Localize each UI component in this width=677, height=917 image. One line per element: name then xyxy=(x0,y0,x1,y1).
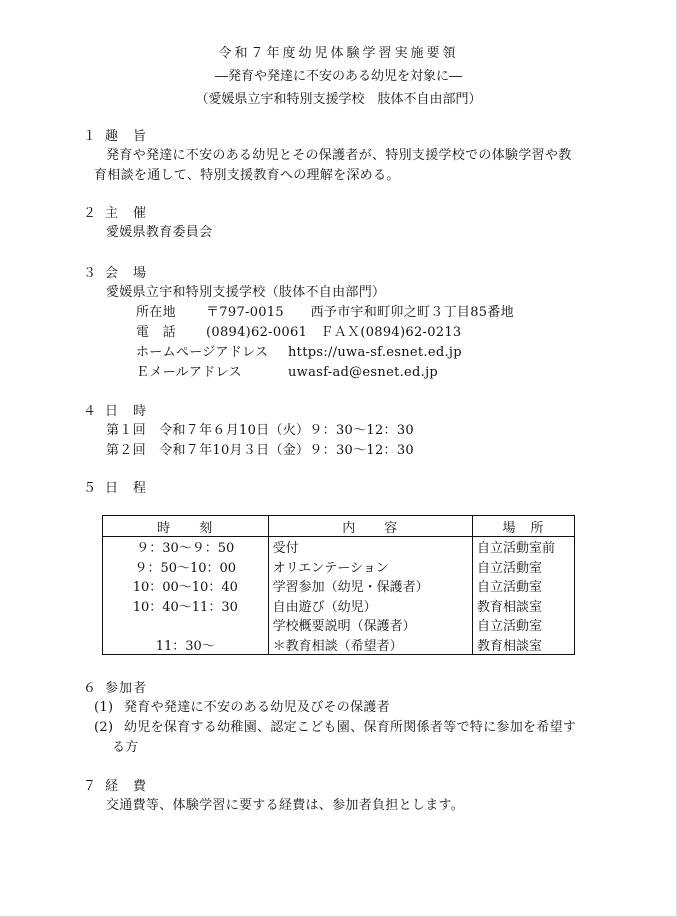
section-7-text: 交通費等、体験学習に要する経費は、参加者負担とします。 xyxy=(106,798,465,813)
cell-place: 自立活動室 xyxy=(473,557,575,577)
cell-content: 自由遊び（幼児） xyxy=(268,596,472,616)
participant-item-2 xyxy=(94,716,576,735)
cell-time: ９：30～９：50 xyxy=(103,537,269,557)
section-4-number: ４ xyxy=(83,404,98,419)
section-3-heading xyxy=(83,262,147,281)
item-1-number: (1) xyxy=(94,700,114,715)
item-2-text-line1: 幼児を保育する幼稚園、認定こども園、保育所関係者等で特に参加を希望す xyxy=(124,720,577,735)
section-7-heading xyxy=(83,775,147,794)
section-5-heading xyxy=(83,477,147,496)
cell-place: 自立活動室 xyxy=(473,615,575,635)
section-1-text-line1: 発育や発達に不安のある幼児とその保護者が、特別支援学校での体験学習や教 xyxy=(106,148,572,163)
item-2-text-line2: る方 xyxy=(112,740,139,755)
table-row xyxy=(103,576,575,596)
email-value[interactable]: uwasf-ad@esnet.ed.jp xyxy=(288,365,439,380)
section-5-title: 日 程 xyxy=(105,481,148,496)
table-row xyxy=(103,596,575,616)
schedule-table xyxy=(102,515,575,655)
cell-place: 自立活動室前 xyxy=(473,537,575,557)
session-2: 第２回 令和７年10月３日（金）９：30～12：30 xyxy=(106,443,414,458)
header-content: 内 容 xyxy=(268,516,472,537)
cell-time: 11：30～ xyxy=(103,635,269,655)
cell-time: 10：00～10：40 xyxy=(103,576,269,596)
section-1-title: 趣 旨 xyxy=(105,129,148,144)
homepage-label: ホームページアドレス xyxy=(136,345,269,360)
section-6-heading xyxy=(83,677,147,696)
section-3-venue: 愛媛県立宇和特別支援学校（肢体不自由部門） xyxy=(106,285,386,300)
address-label: 所在地 xyxy=(136,305,176,320)
email-row xyxy=(136,361,438,380)
header-time: 時 刻 xyxy=(103,516,269,537)
section-7-number: ７ xyxy=(83,779,98,794)
section-2-title: 主 催 xyxy=(105,206,148,221)
table-row xyxy=(103,635,575,655)
section-3-number: ３ xyxy=(83,266,98,281)
item-2-number: (2) xyxy=(94,720,114,735)
cell-time xyxy=(103,615,269,635)
table-row xyxy=(103,537,575,557)
address-row xyxy=(136,301,514,320)
address-value: 〒797-0015 西予市宇和町卯之町３丁目85番地 xyxy=(206,305,514,320)
document-subtitle: ―発育や発達に不安のある幼児を対象に― xyxy=(214,69,462,84)
section-1-text-line2: 育相談を通して、特別支援教育への理解を深める。 xyxy=(94,168,400,183)
section-1-number: １ xyxy=(83,129,98,144)
cell-time: 10：40～11：30 xyxy=(103,596,269,616)
cell-place: 自立活動室 xyxy=(473,576,575,596)
cell-place: 教育相談室 xyxy=(473,596,575,616)
cell-content: 学習参加（幼児・保護者） xyxy=(268,576,472,596)
phone-label: 電 話 xyxy=(136,325,176,340)
section-4-heading xyxy=(83,400,147,419)
section-6-title: 参加者 xyxy=(105,681,148,696)
section-4-title: 日 時 xyxy=(105,404,148,419)
cell-content: ＊教育相談（希望者） xyxy=(268,635,472,655)
participant-item-1 xyxy=(94,696,390,715)
section-7-title: 経 費 xyxy=(105,779,148,794)
table-row xyxy=(103,615,575,635)
section-2-heading xyxy=(83,202,147,221)
homepage-row xyxy=(136,341,462,360)
cell-content: 受付 xyxy=(268,537,472,557)
section-6-number: ６ xyxy=(83,681,98,696)
phone-row xyxy=(136,321,462,340)
section-5-number: ５ xyxy=(83,481,98,496)
table-row xyxy=(103,557,575,577)
cell-content: オリエンテーション xyxy=(268,557,472,577)
phone-value: (0894)62-0061 ＦＡＸ(0894)62-0213 xyxy=(206,325,462,340)
section-2-number: ２ xyxy=(83,206,98,221)
section-3-title: 会 場 xyxy=(105,266,148,281)
header-place: 場 所 xyxy=(473,516,575,537)
document-title: 令和７年度幼児体験学習実施要領 xyxy=(218,46,459,61)
item-1-text: 発育や発達に不安のある幼児及びその保護者 xyxy=(124,700,391,715)
homepage-value[interactable]: https://uwa-sf.esnet.ed.jp xyxy=(288,345,462,360)
cell-time: ９：50～10：00 xyxy=(103,557,269,577)
cell-place: 教育相談室 xyxy=(473,635,575,655)
email-label: Ｅメールアドレス xyxy=(136,365,242,380)
schedule-header-row xyxy=(103,516,575,537)
document-school: （愛媛県立宇和特別支援学校 肢体不自由部門） xyxy=(195,92,482,107)
session-1: 第１回 令和７年６月10日（火）９：30～12：30 xyxy=(106,423,414,438)
cell-content: 学校概要説明（保護者） xyxy=(268,615,472,635)
section-2-text: 愛媛県教育委員会 xyxy=(106,225,213,240)
section-1-heading xyxy=(83,125,147,144)
